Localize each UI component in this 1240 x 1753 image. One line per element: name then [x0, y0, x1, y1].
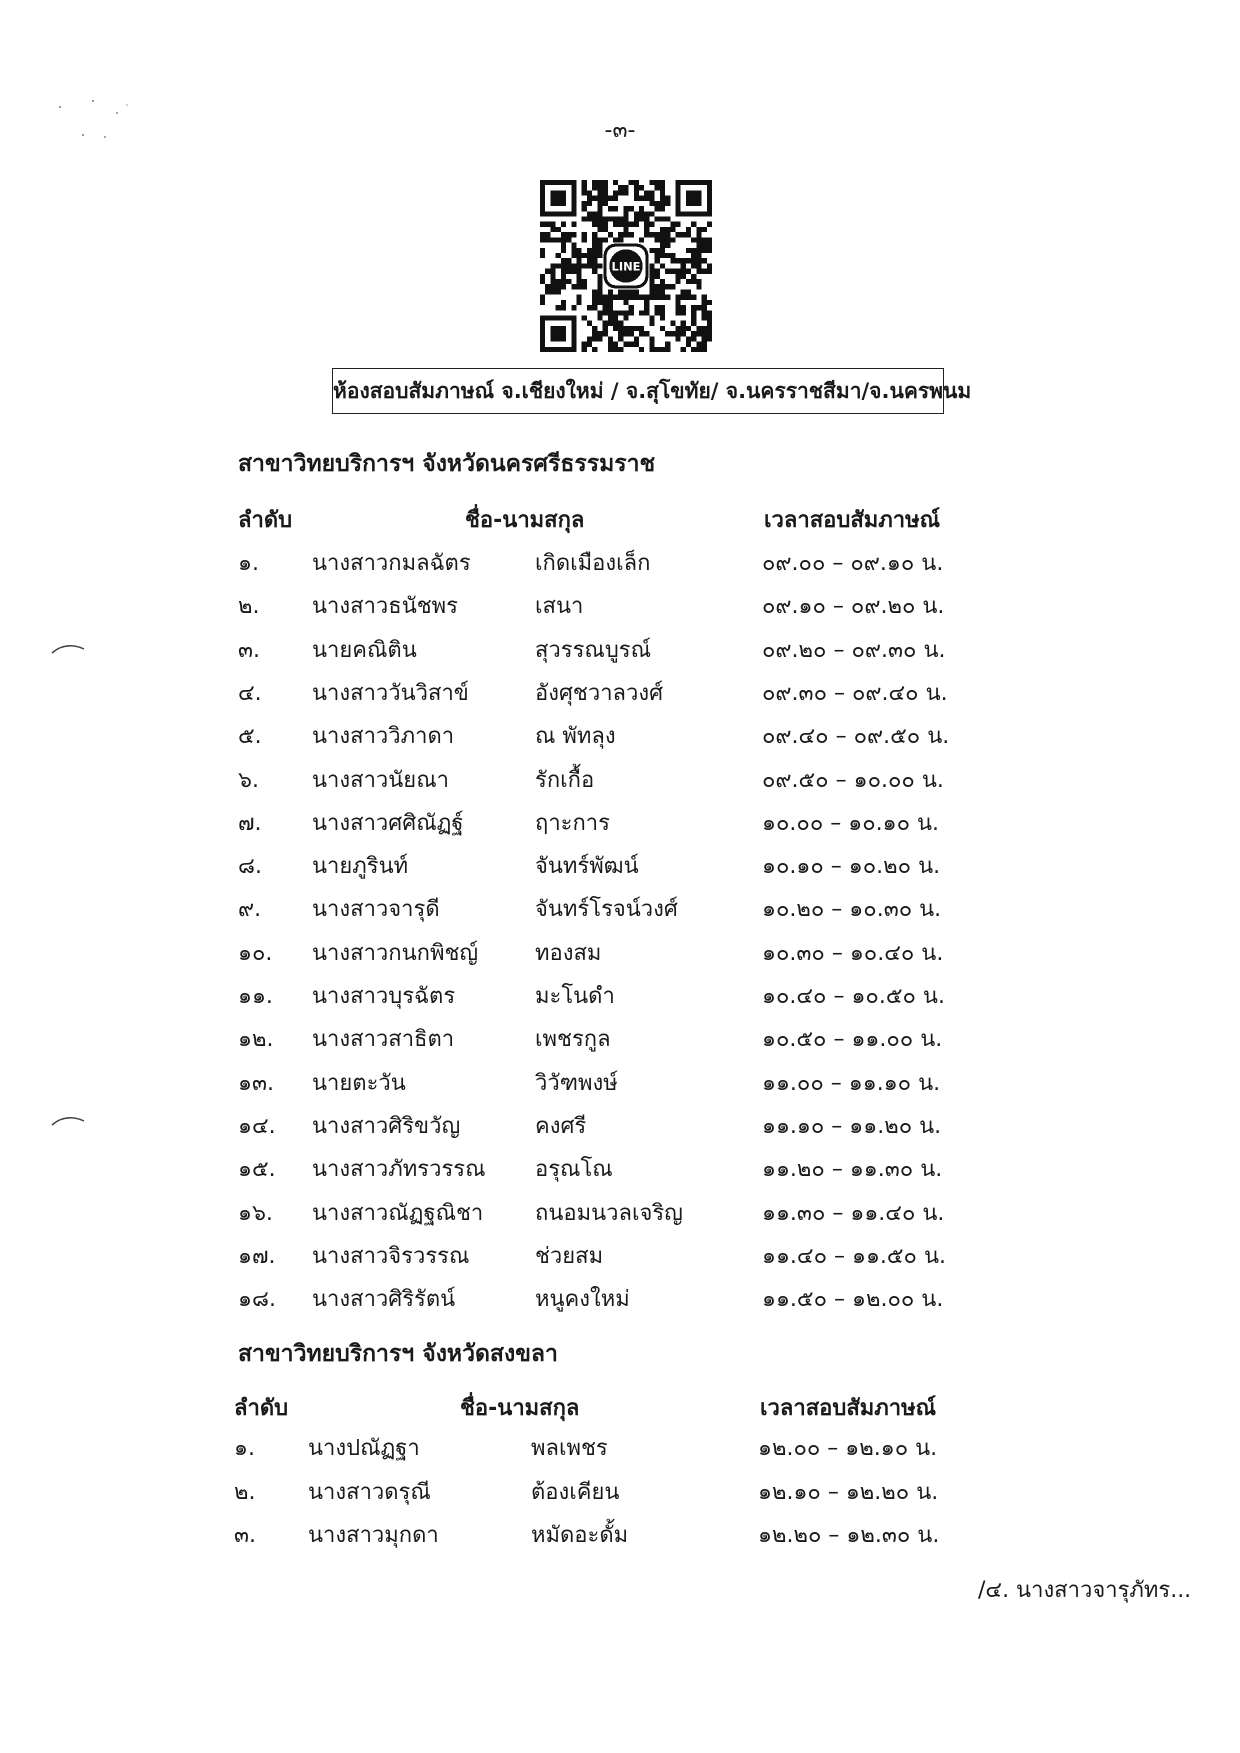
interview-time: ๑๑.๐๐ – ๑๑.๑๐ น. [762, 1070, 941, 1096]
row-number: ๑. [234, 1436, 255, 1461]
row-number: ๗. [238, 810, 262, 836]
last-name: วิวัฑพงษ์ [535, 1070, 618, 1096]
table-row [0, 1238, 1240, 1278]
row-number: ๑. [238, 551, 259, 576]
first-name: นางสาวณัฏฐณิชา [312, 1200, 484, 1226]
last-name: เกิดเมืองเล็ก [535, 551, 651, 576]
first-name: นายตะวัน [312, 1070, 406, 1096]
first-name: นางสาวสาธิตา [312, 1027, 455, 1053]
last-name: มะโนดำ [535, 984, 615, 1009]
last-name: ถนอมนวลเจริญ [535, 1200, 683, 1226]
interview-time: ๑๑.๓๐ – ๑๑.๔๐ น. [762, 1200, 945, 1226]
table-row [0, 1430, 1236, 1470]
row-number: ๑๘. [238, 1287, 276, 1313]
interview-time: ๐๙.๒๐ – ๐๙.๓๐ น. [762, 637, 946, 663]
table-row [0, 891, 1240, 931]
table-row [0, 1108, 1240, 1148]
last-name: สุวรรณบูรณ์ [535, 637, 652, 663]
interview-time: ๐๙.๕๐ – ๑๐.๐๐ น. [762, 767, 944, 793]
header-no: ลำดับ [238, 508, 293, 533]
qr-code-icon[interactable] [540, 180, 712, 352]
last-name: คงศรี [535, 1113, 587, 1139]
first-name: นายคณิติน [312, 637, 417, 663]
table-row [0, 805, 1240, 845]
first-name: นางสาววิภาดา [312, 724, 455, 750]
row-number: ๑๑. [238, 984, 273, 1009]
last-name: ทองสม [535, 940, 602, 966]
table-row [0, 632, 1240, 672]
row-number: ๑๔. [238, 1113, 276, 1139]
row-number: ๖. [238, 767, 259, 793]
interview-time: ๐๙.๓๐ – ๐๙.๔๐ น. [762, 680, 948, 706]
header-time: เวลาสอบสัมภาษณ์ [760, 1396, 937, 1421]
interview-time: ๑๐.๓๐ – ๑๐.๔๐ น. [762, 940, 944, 966]
interview-time: ๑๐.๑๐ – ๑๐.๒๐ น. [762, 854, 941, 880]
first-name: นางปณัฏฐา [308, 1436, 420, 1461]
last-name: ณ พัทลุง [535, 724, 616, 750]
first-name: นางสาวภัทรวรรณ [312, 1157, 486, 1183]
interview-time: ๐๙.๔๐ – ๐๙.๕๐ น. [762, 724, 950, 750]
interview-time: ๑๐.๕๐ – ๑๑.๐๐ น. [762, 1027, 943, 1053]
interview-time: ๑๐.๐๐ – ๑๐.๑๐ น. [762, 810, 940, 836]
page-number: -๓- [604, 118, 636, 143]
table-row [0, 762, 1240, 802]
interview-time: ๑๒.๒๐ – ๑๒.๓๐ น. [758, 1523, 940, 1548]
table-row [0, 545, 1240, 585]
last-name: ช่วยสม [535, 1243, 604, 1269]
table-row [0, 978, 1240, 1018]
header-name: ชื่อ-นามสกุล [465, 508, 585, 533]
first-name: นายภูรินท์ [312, 854, 409, 880]
last-name: หนูคงใหม่ [535, 1287, 630, 1313]
interview-time: ๑๑.๑๐ – ๑๑.๒๐ น. [762, 1113, 942, 1139]
row-number: ๑๒. [238, 1027, 274, 1053]
first-name: นางสาวดรุณี [308, 1479, 431, 1505]
first-name: นางสาวศิริขวัญ [312, 1113, 461, 1139]
last-name: หมัดอะดั้ม [531, 1523, 629, 1548]
table-row [0, 1474, 1236, 1514]
first-name: นางสาวนัยณา [312, 767, 449, 793]
interview-time: ๑๐.๔๐ – ๑๐.๕๐ น. [762, 984, 945, 1009]
header-time: เวลาสอบสัมภาษณ์ [764, 508, 941, 533]
row-number: ๓. [238, 637, 261, 663]
last-name: จันทร์พัฒน์ [535, 854, 639, 880]
row-number: ๔. [238, 680, 262, 706]
first-name: นางสาวจารุดี [312, 897, 440, 923]
table-row [0, 935, 1240, 975]
row-number: ๒. [234, 1479, 256, 1505]
interview-time: ๑๑.๒๐ – ๑๑.๓๐ น. [762, 1157, 943, 1183]
interview-time: ๑๑.๔๐ – ๑๑.๕๐ น. [762, 1243, 947, 1269]
last-name: อังศุชวาลวงศ์ [535, 680, 664, 706]
header-name: ชื่อ-นามสกุล [460, 1396, 580, 1421]
last-name: ฤาะการ [535, 810, 610, 836]
row-number: ๙. [238, 897, 262, 923]
section-title-songkhla: สาขาวิทยบริการฯ จังหวัดสงขลา [238, 1341, 558, 1367]
last-name: เพชรกูล [535, 1027, 611, 1053]
table-row [0, 1195, 1240, 1235]
continuation-note: /๔. นางสาวจารุภัทร... [978, 1578, 1192, 1603]
svg-text:LINE: LINE [611, 259, 641, 274]
first-name: นางสาวธนัชพร [312, 594, 458, 620]
row-number: ๑๓. [238, 1070, 274, 1096]
row-number: ๘. [238, 854, 262, 880]
table-row [0, 1065, 1240, 1105]
interview-time: ๐๙.๑๐ – ๐๙.๒๐ น. [762, 594, 945, 620]
interview-time: ๑๒.๐๐ – ๑๒.๑๐ น. [758, 1436, 938, 1461]
section-title-nakhon-si-thammarat: สาขาวิทยบริการฯ จังหวัดนครศรีธรรมราช [238, 451, 656, 477]
first-name: นางสาวศิริรัตน์ [312, 1287, 456, 1313]
interview-time: ๑๐.๒๐ – ๑๐.๓๐ น. [762, 897, 942, 923]
first-name: นางสาวศศิณัฏฐ์ [312, 810, 464, 836]
header-no: ลำดับ [234, 1396, 289, 1421]
row-number: ๑๗. [238, 1243, 276, 1269]
last-name: ต้องเคียน [531, 1479, 620, 1505]
row-number: ๑๖. [238, 1200, 273, 1226]
first-name: นางสาวบุรฉัตร [312, 984, 456, 1009]
table-row [0, 718, 1240, 758]
last-name: เสนา [535, 594, 584, 620]
first-name: นางสาวกนกพิชญ์ [312, 940, 479, 966]
row-number: ๑๐. [238, 940, 273, 966]
row-number: ๕. [238, 724, 262, 750]
last-name: พลเพชร [531, 1436, 608, 1461]
last-name: รักเกื้อ [535, 767, 595, 793]
interview-time: ๑๑.๕๐ – ๑๒.๐๐ น. [762, 1287, 944, 1313]
last-name: อรุณโณ [535, 1157, 613, 1183]
table-row [0, 1281, 1240, 1321]
table-row [0, 1021, 1240, 1061]
table-row [0, 848, 1240, 888]
room-title: ห้องสอบสัมภาษณ์ จ.เชียงใหม่ / จ.สุโขทัย/ จ.นครราชสีมา/จ.นครพนม [332, 368, 944, 414]
row-number: ๑๕. [238, 1157, 276, 1183]
first-name: นางสาวมุกดา [308, 1523, 439, 1548]
table-row [0, 588, 1240, 628]
first-name: นางสาวจิรวรรณ [312, 1243, 470, 1269]
last-name: จันทร์โรจน์วงศ์ [535, 897, 678, 923]
table-row [0, 1517, 1236, 1557]
row-number: ๓. [234, 1523, 257, 1548]
interview-time: ๐๙.๐๐ – ๐๙.๑๐ น. [762, 551, 944, 576]
interview-time: ๑๒.๑๐ – ๑๒.๒๐ น. [758, 1479, 939, 1505]
table-row [0, 1151, 1240, 1191]
row-number: ๒. [238, 594, 260, 620]
table-row [0, 675, 1240, 715]
first-name: นางสาววันวิสาข์ [312, 680, 469, 706]
first-name: นางสาวกมลฉัตร [312, 551, 471, 576]
